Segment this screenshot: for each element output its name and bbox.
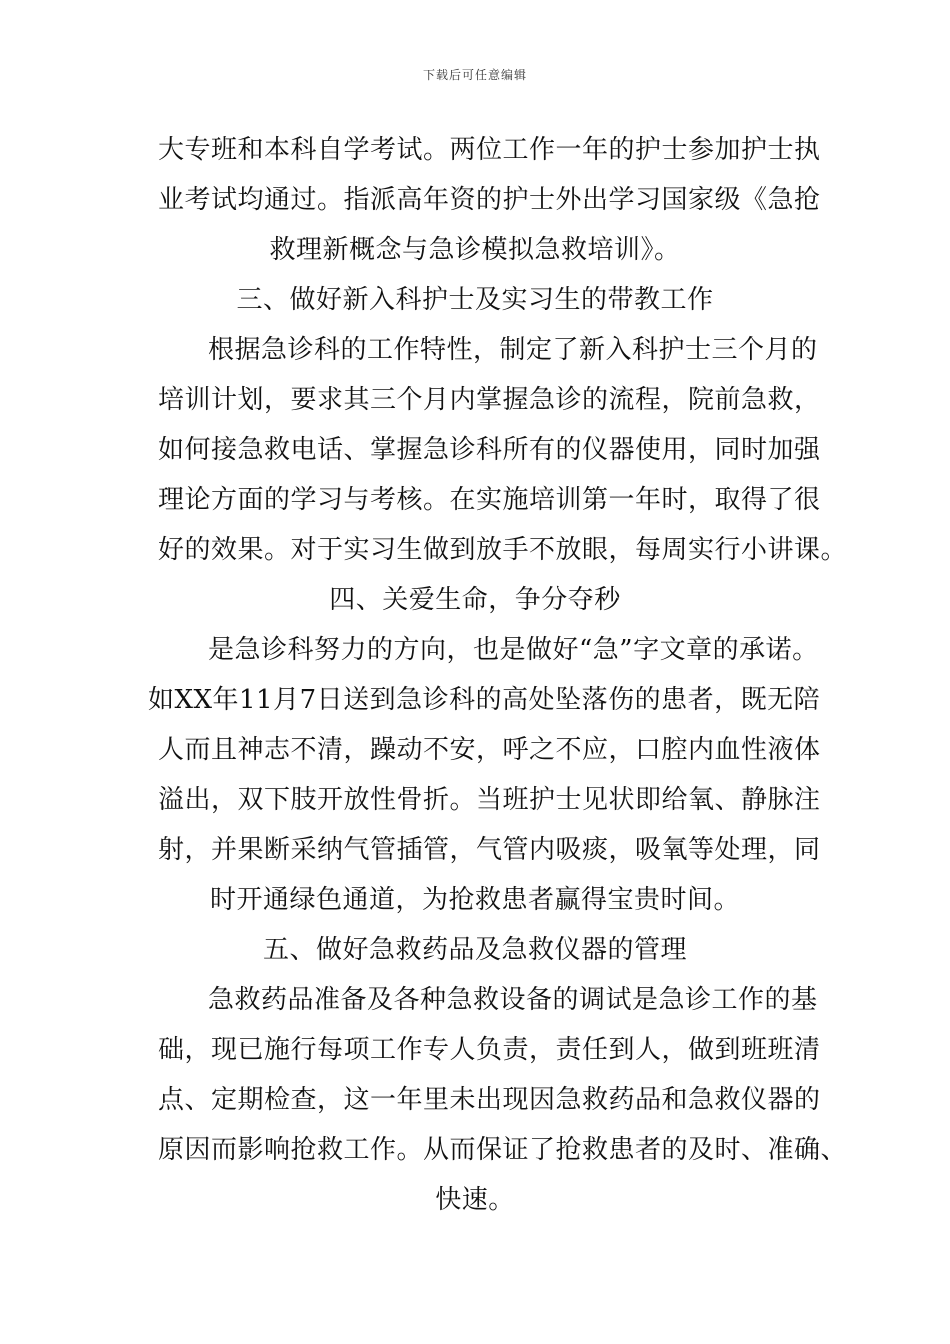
body-line-12: 如XX年11月7日送到急诊科的高处坠落伤的患者，既无陪 — [148, 685, 821, 715]
body-line-9: 好的效果。对于实习生做到放手不放眼，每周实行小讲课。 — [158, 535, 848, 565]
body-line-11: 是急诊科努力的方向，也是做好“急”字文章的承诺。 — [208, 635, 819, 665]
body-line-19: 础，现已施行每项工作专人负责，责任到人，做到班班清 — [158, 1035, 821, 1065]
body-line-22: 快速。 — [435, 1185, 515, 1215]
page-header-note: 下载后可任意编辑 — [422, 68, 527, 82]
body-line-3: 救理新概念与急诊模拟急救培训》。 — [269, 235, 681, 265]
body-line-8: 理论方面的学习与考核。在实施培训第一年时，取得了很 — [158, 485, 821, 515]
section-heading-3: 三、做好新入科护士及实习生的带教工作 — [236, 285, 714, 315]
body-line-5: 根据急诊科的工作特性，制定了新入科护士三个月的 — [208, 335, 818, 365]
body-line-14: 溢出，双下肢开放性骨折。当班护士见状即给氧、静脉注 — [158, 785, 821, 815]
section-heading-4: 四、关爱生命，争分夺秒 — [329, 585, 621, 615]
body-line-2: 业考试均通过。指派高年资的护士外出学习国家级《急抢 — [158, 185, 821, 215]
body-line-21: 原因而影响抢救工作。从而保证了抢救患者的及时、准确、 — [158, 1135, 848, 1165]
body-line-13: 人而且神志不清，躁动不安，呼之不应，口腔内血性液体 — [158, 735, 821, 765]
body-line-7: 如何接急救电话、掌握急诊科所有的仪器使用，同时加强 — [158, 435, 821, 465]
body-line-1: 大专班和本科自学考试。两位工作一年的护士参加护士执 — [158, 135, 821, 165]
body-line-18: 急救药品准备及各种急救设备的调试是急诊工作的基 — [208, 985, 818, 1015]
body-line-16: 时开通绿色通道，为抢救患者赢得宝贵时间。 — [209, 885, 740, 915]
section-heading-5: 五、做好急救药品及急救仪器的管理 — [262, 935, 687, 965]
body-line-6: 培训计划，要求其三个月内掌握急诊的流程，院前急救， — [158, 385, 821, 415]
body-line-20: 点、定期检查，这一年里未出现因急救药品和急救仪器的 — [158, 1085, 821, 1115]
body-line-15: 射，并果断采纳气管插管，气管内吸痰，吸氧等处理，同 — [158, 835, 821, 865]
